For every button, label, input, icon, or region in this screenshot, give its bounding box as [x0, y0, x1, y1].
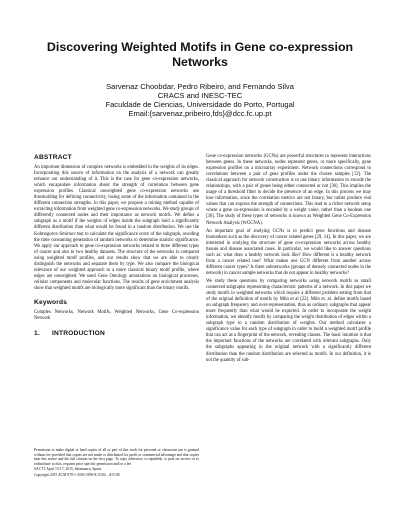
author-block [0, 82, 400, 118]
keywords-text: Complex Networks, Network Motifs, Weighted Networks, Gene Co-expression Network [34, 309, 199, 322]
author-names: Sarvenaz Choobdar, Pedro Ribeiro, and Fernando Silva [106, 82, 294, 91]
copyright-line: Copyright 2015 ACM 978-1-4503-3196-8/15/04 ...$15.00. [34, 472, 121, 477]
abstract-text: An important dimension of complex networks is embedded in the weights of its edges. Incorporating this source of information on the analysis of a network can greatly enhance our understanding of it. This is the case for gene co-expression networks, which encapsulate information about the strength of correlation between gene expression profiles. Classical unweighted gene co-expression networks use thresholding for defining connectivity, losing some of the information contained in the different connection strengths. In this paper, we propose a mining method capable of extracting information from weighted gene co-expression networks. We study groups of differently connected nodes and their importance as network motifs. We define a subgraph as a motif if the weights of edges inside the subgraph hold a significantly different distribution than what would be found in a random distribution. We use the Kolmogorov-Smirnov test to calculate the significance score of the subgraph, avoiding the time consuming generation of random networks to determine statistic significance. We apply our approach to gene co-expression networks related to three different types of cancer and also to two healthy datasets. The structure of the networks is compared using weighted motif profiles, and our results show that we are able to clearly distinguish the networks and separate them by type. We also compare the biological relevance of our weighted approach to a more classical binary motif profile, where edges are unweighted. We used Gene Ontology annotations on biological processes, cellular components and molecular functions. The results of gene enrichment analysis show that weighted motifs are biologically more significant than the binary motifs. [34, 165, 199, 291]
intro-paragraph-2: An important goal of studying GCNs is to predict gene functions and disease biomarkers such as the discovery of cancer related genes [29, 14]. In this paper, we are interested in studying the structure of gene co-expression networks across healthy tissues and disease associated cases. In particular, we would like to answer questions such as: what does a healthy network look like? How different is a healthy network from a cancer related one? What makes one GCN different from another across different cancer types? Is there subnetworks (groups of densely connected nodes in the network) in cancer sample networks that do not appear in healthy networks? [206, 228, 371, 276]
section-number: 1. [34, 330, 40, 338]
affiliation-1: CRACS and INESC-TEC [157, 91, 243, 100]
section-title: INTRODUCTION [52, 330, 105, 338]
paper-title [0, 40, 400, 70]
keywords-heading: Keywords [34, 298, 68, 306]
affiliation-2: Faculdade de Ciencias, Universidade do Porto, Portugal [105, 100, 295, 109]
intro-paragraph-3: We study these questions by comparing networks using network motifs as small connected subgraphs representing characteristic patterns of a network. In this paper we study motifs in weighted networks which require a different problem setting from that of the original definition of motifs by Milo et al [22]. Milo et. al. define motifs based on subgraph frequency and over-representation, thus as ordinary subgraphs that appear more frequently than what would be expected. In order to incorporate the weight information, we identify motifs by comparing the weight distribution of edges within a subgraph type to a random distribution of weights. Our method calculates a significance value for each type of subgraph in order to build a weighted motif profile that can act as a fingerprint of the network, revealing classes. The basic intuition is that the important functions of the networks are correlated with relevant subgraphs. Only the subgraphs appearing in the original network with a significantly different distribution than the random distribution are selected as motifs. In our definition, it is not the quantity of sub- [206, 278, 371, 363]
intro-paragraph-1: Gene co-expression networks (GCNs) are powerful structures to represent interactions between genes. In these networks, nodes represent genes, or more specifically, gene expression profiles on a microarray experiment. Network connections correspond to correlations between a pair of gene profiles under the chosen samples [12]. The classical approach for network construction is to use binary information to encode the relationships, with a pair of genes being either connected or not [30]. This implies the usage of a threshold filter to decide the presence of an edge. In this process we may lose information, since the correlation metrics are not binary, but rather produce real values that can express the strength of connections. This lead to a richer network setup where a gene co-expression is encoded by a weight value, rather than a boolean one [30]. The study of these types of networks is known as Weighted Gene Co-Expression Network Analysis (WGCNA). [206, 154, 371, 226]
copyright-footnote [34, 448, 199, 479]
author-email: Email:{sarvenaz,pribeiro,fds}@dcc.fc.up.pt [128, 109, 272, 118]
permission-notice: Permission to make digital or hard copies of all or part of this work for personal or classroom use is granted without fee provided that copies are not made or distributed for profit or commercial advantage and that copies bear this notice and the full citation on the first page. To copy otherwise, to republish, to post on servers or to redistribute to lists, requires prior specific permission and/or a fee. [34, 448, 199, 466]
right-column [206, 154, 371, 366]
abstract-heading: ABSTRACT [34, 154, 72, 161]
title-line-1: Discovering Weighted Motifs in Gene co-expression [46, 40, 354, 54]
introduction-heading [34, 330, 199, 338]
left-column [34, 154, 199, 341]
conference-line: SAC'15 April 13-17, 2015, Salamanca, Spain. [34, 467, 102, 472]
title-line-2: Networks [172, 55, 228, 69]
